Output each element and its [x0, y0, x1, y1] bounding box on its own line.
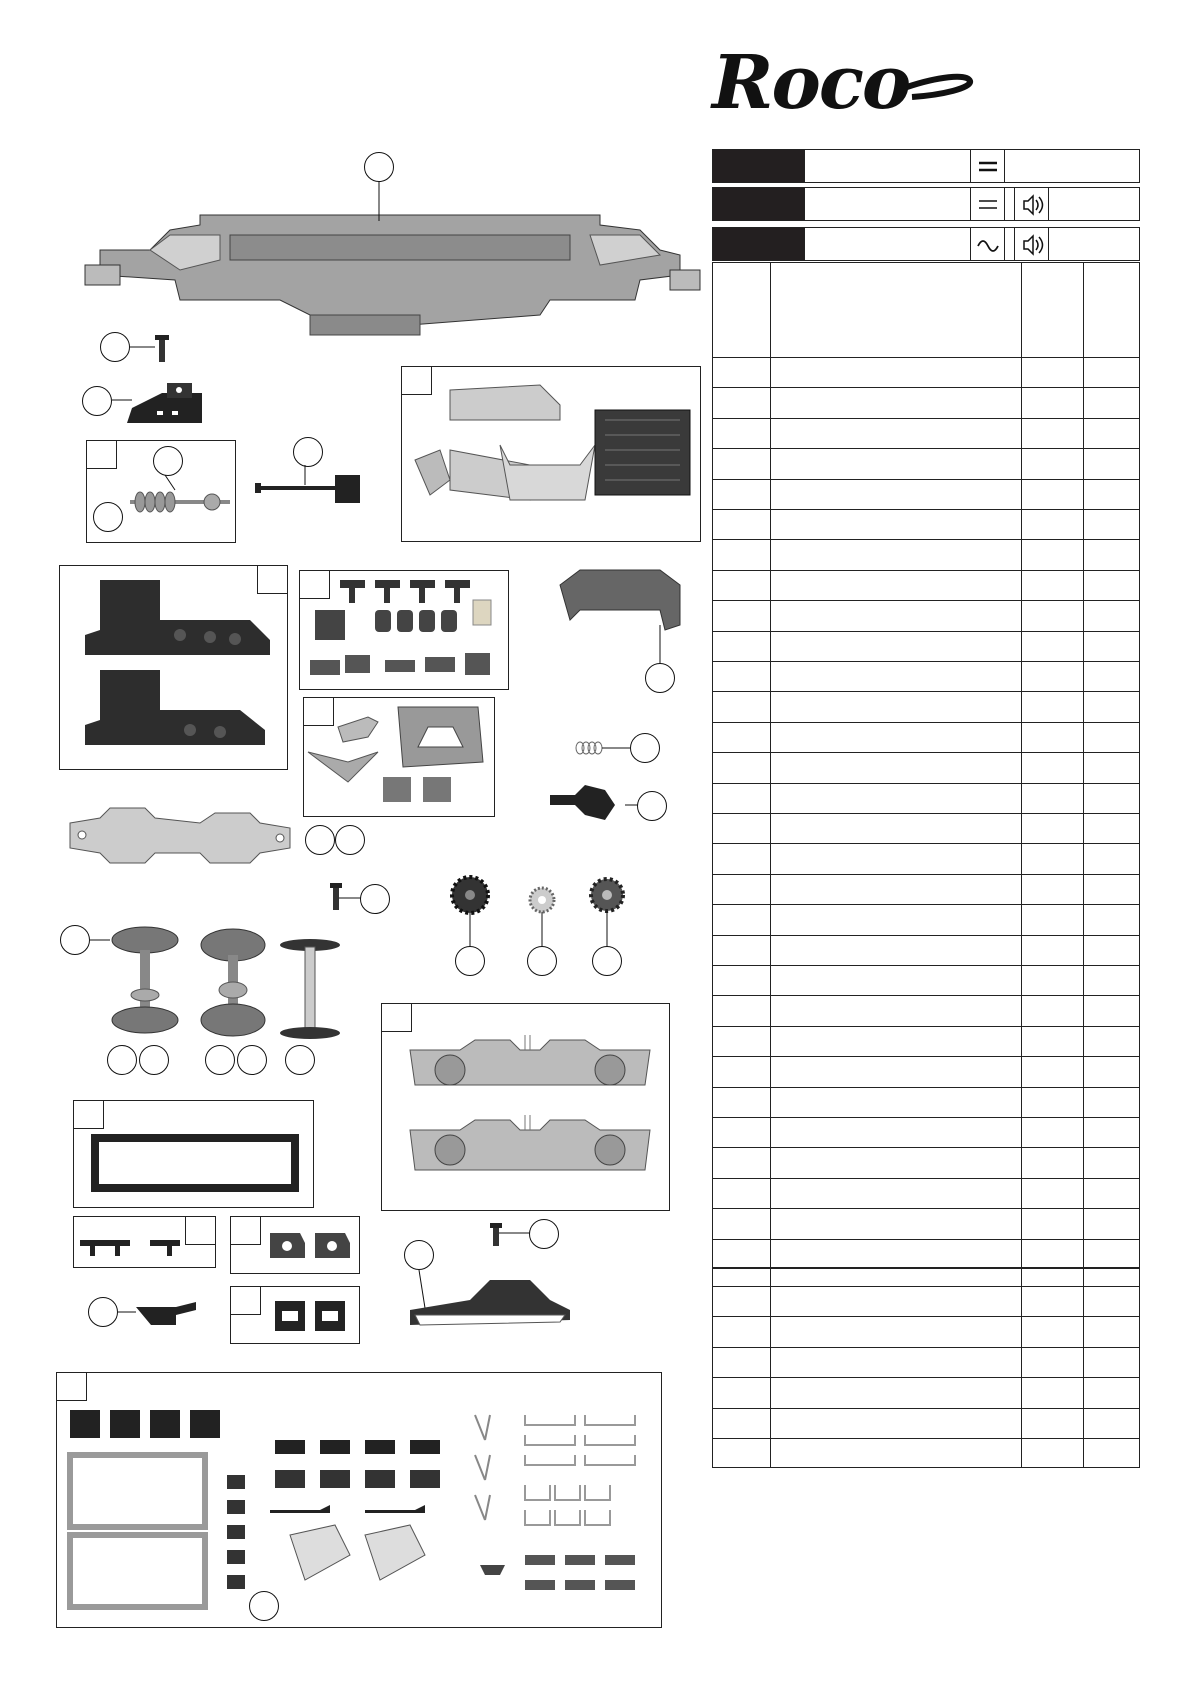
- group-tag: [74, 1101, 104, 1129]
- ac-symbol-icon: [971, 228, 1005, 262]
- table-row: [713, 600, 1139, 630]
- callout-gear-3: [592, 946, 622, 976]
- table-row: [713, 387, 1139, 417]
- plates-a: [260, 1228, 360, 1268]
- table-row: [713, 357, 1139, 387]
- callout-motor-mount-b: [335, 825, 365, 855]
- callout-bracket: [82, 386, 112, 416]
- accessory-sprue-parts: [65, 1385, 655, 1620]
- wheelset-geared-1: [90, 925, 190, 1045]
- callout-chassis: [364, 152, 394, 182]
- motor-mount-part: [70, 808, 310, 868]
- legend-black-cell: [713, 228, 804, 260]
- legend-row-ac-sound: [712, 227, 1140, 261]
- dc-symbol-icon: [971, 188, 1005, 222]
- table-row: [713, 509, 1139, 539]
- glazing-part: [90, 1128, 300, 1198]
- table-row: [713, 1087, 1139, 1117]
- table-row: [713, 722, 1139, 752]
- gear-housing-parts: [70, 575, 280, 755]
- callout-wheelset-1a: [107, 1045, 137, 1075]
- table-row: [713, 752, 1139, 782]
- table-row: [713, 1208, 1139, 1238]
- parts-table-main: [712, 262, 1140, 1268]
- dc-symbol-cell: [970, 150, 1004, 182]
- logo-swoosh: [712, 55, 1012, 125]
- table-row: [713, 783, 1139, 813]
- callout-motor-mount-a: [305, 825, 335, 855]
- callout-screw-3: [529, 1219, 559, 1249]
- plates-b: [270, 1296, 370, 1336]
- coupling-hooks-small: [80, 1230, 200, 1260]
- callout-spring: [630, 733, 660, 763]
- table-row: [713, 570, 1139, 600]
- callout-wheelset-2a: [205, 1045, 235, 1075]
- table-row: [713, 661, 1139, 691]
- group-tag: [382, 1004, 412, 1032]
- callout-wheelset-2b: [237, 1045, 267, 1075]
- bracket-part: [112, 378, 212, 428]
- table-row: [713, 813, 1139, 843]
- group-tag: [231, 1287, 261, 1315]
- legend-row-dc: [712, 149, 1140, 183]
- table-row: [713, 691, 1139, 721]
- group-tag: [87, 441, 117, 469]
- speaker-icon: [1015, 228, 1049, 262]
- parts-table-secondary: [712, 1268, 1140, 1468]
- callout-wheelset-1: [60, 925, 90, 955]
- table-row: [713, 448, 1139, 478]
- callout-plow: [404, 1240, 434, 1270]
- callout-worm-a: [153, 446, 183, 476]
- callout-coupler: [637, 791, 667, 821]
- speaker-icon: [1015, 188, 1049, 222]
- table-row: [713, 904, 1139, 934]
- callout-cardan: [293, 437, 323, 467]
- callout-gear-1: [455, 946, 485, 976]
- table-row: [713, 1178, 1139, 1208]
- table-row: [713, 1408, 1139, 1438]
- table-row: [713, 1056, 1139, 1086]
- bogie-bracket-part: [410, 370, 700, 530]
- callout-screw-2: [360, 884, 390, 914]
- worm-shaft-part: [110, 480, 230, 530]
- coupling-arm-part: [118, 1297, 208, 1327]
- table-row: [713, 995, 1139, 1025]
- spring-part: [570, 738, 630, 758]
- legend-black-cell: [713, 188, 804, 220]
- screw-part: [130, 327, 190, 367]
- table-row: [713, 874, 1139, 904]
- table-row: [713, 418, 1139, 448]
- wheelset-plain: [275, 935, 355, 1045]
- table-row: [713, 1147, 1139, 1177]
- callout-coupling-arm: [88, 1297, 118, 1327]
- wheelset-geared-2: [193, 925, 273, 1045]
- table-row: [713, 965, 1139, 995]
- dc-symbol-icon: [971, 150, 1005, 184]
- bogie-side-frames: [400, 1030, 660, 1200]
- small-parts-set: [305, 575, 505, 685]
- coupling-guide-parts: [308, 702, 488, 812]
- callout-gear-2: [527, 946, 557, 976]
- callout-wheelset-1b: [139, 1045, 169, 1075]
- callout-screw-1: [100, 332, 130, 362]
- table-row: [713, 843, 1139, 873]
- legend-black-cell: [713, 150, 804, 182]
- table-row: [713, 1286, 1139, 1316]
- coupler-part: [545, 785, 645, 825]
- table-row: [713, 631, 1139, 661]
- table-row: [713, 1026, 1139, 1056]
- table-row: [713, 539, 1139, 569]
- table-row: [713, 1347, 1139, 1377]
- roco-logo: Roco: [712, 40, 910, 126]
- legend-row-dc-sound: [712, 187, 1140, 221]
- callout-sprue: [249, 1591, 279, 1621]
- table-row: [713, 1316, 1139, 1346]
- chassis-frame-part: [80, 200, 680, 340]
- group-tag: [231, 1217, 261, 1245]
- table-row: [713, 1239, 1139, 1269]
- callout-buffer-beam: [645, 663, 675, 693]
- cardan-shaft-part: [255, 465, 375, 535]
- table-row: [713, 935, 1139, 965]
- callout-wheelset-plain: [285, 1045, 315, 1075]
- table-row: [713, 1377, 1139, 1407]
- table-row: [713, 479, 1139, 509]
- table-row: [713, 1117, 1139, 1147]
- snow-plow-part: [410, 1270, 580, 1350]
- table-row: [713, 1438, 1139, 1468]
